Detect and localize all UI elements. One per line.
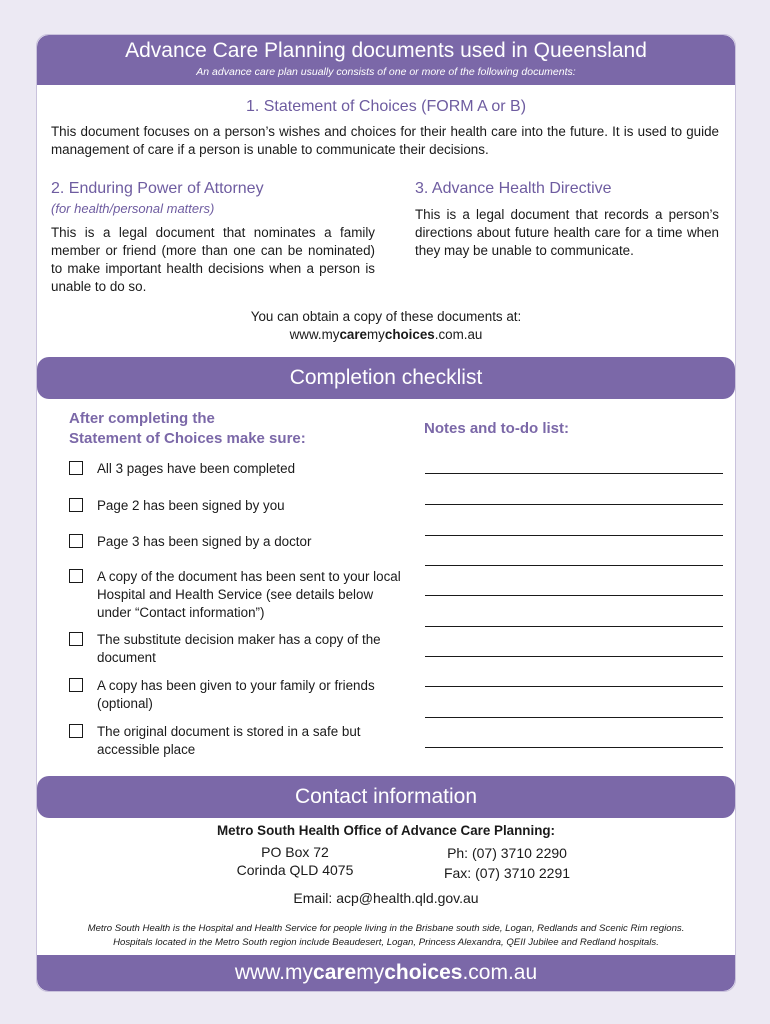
notes-line[interactable] [425, 747, 723, 748]
footer-note-line1: Metro South Health is the Hospital and Health Service for people living in the Brisbane south side, Logan, Redlands and Scenic Rim regions. [87, 923, 685, 934]
section2-text: This is a legal document that nominates a family member or friend (more than one can be nominated) to make important health decisions when a person is unable to do so. [51, 225, 375, 294]
footer-note-line2: Hospitals located in the Metro South region include Beaudesert, Logan, Princess Alexandra, QEII Jubilee and Redland hospitals. [113, 937, 659, 948]
footer-url-suffix: .com.au [462, 961, 538, 984]
checkbox-family-copy[interactable] [69, 678, 83, 692]
contact-phones [407, 843, 607, 883]
obtain-url-care: care [339, 327, 368, 342]
contact-fax: Fax: (07) 3710 2291 [443, 865, 571, 881]
section1-title: 1. Statement of Choices (FORM A or B) [245, 98, 527, 115]
checklist-intro-line1: After completing the [69, 410, 215, 427]
page-subtitle: An advance care plan usually consists of one or more of the following documents: [196, 66, 576, 78]
obtain-url-my: my [367, 327, 385, 342]
contact-address [195, 843, 395, 879]
section2-subtitle: (for health/personal matters) [51, 201, 215, 216]
section2-title: 2. Enduring Power of Attorney [51, 180, 264, 197]
checkbox-page3-signed[interactable] [69, 534, 83, 548]
checkbox-substitute-copy[interactable] [69, 632, 83, 646]
notes-line[interactable] [425, 473, 723, 474]
checklist-intro-line2: Statement of Choices make sure: [69, 430, 306, 447]
obtain-line: You can obtain a copy of these documents at: [250, 309, 522, 324]
footer-url-choices: choices [384, 961, 463, 984]
document-page [36, 34, 736, 992]
page-title: Advance Care Planning documents used in Queensland [125, 39, 647, 62]
contact-address-line2: Corinda QLD 4075 [236, 862, 354, 878]
checklist-item: Page 3 has been signed by a doctor [97, 534, 312, 549]
notes-line[interactable] [425, 686, 723, 687]
checklist-item: A copy of the document has been sent to your local Hospital and Health Service (see details below under “Contact information”) [97, 569, 401, 620]
notes-heading: Notes and to-do list: [424, 420, 569, 437]
checklist-band: Completion checklist [37, 357, 735, 399]
checkbox-page2-signed[interactable] [69, 498, 83, 512]
notes-line[interactable] [425, 535, 723, 536]
checklist-item: All 3 pages have been completed [97, 461, 296, 476]
footer-url-prefix: www.my [234, 961, 314, 984]
footer-url[interactable] [37, 955, 735, 991]
contact-email[interactable]: Email: acp@health.qld.gov.au [293, 890, 479, 906]
checklist-item: The original document is stored in a safe but accessible place [97, 724, 361, 757]
notes-line[interactable] [425, 565, 723, 566]
checklist-item: A copy has been given to your family or friends (optional) [97, 678, 375, 711]
contact-phone: Ph: (07) 3710 2290 [447, 845, 567, 861]
notes-line[interactable] [425, 656, 723, 657]
contact-org: Metro South Health Office of Advance Care Planning: [216, 823, 556, 838]
checklist-intro [69, 409, 306, 449]
checkbox-pages-completed[interactable] [69, 461, 83, 475]
obtain-text [37, 308, 735, 344]
notes-line[interactable] [425, 595, 723, 596]
section1-text: This document focuses on a person’s wishes and choices for their health care into the future. It is used to guide management of care if a person is unable to communicate their decisions. [51, 124, 719, 157]
footer-url-care: care [313, 961, 357, 984]
obtain-url[interactable] [37, 326, 735, 344]
footer-note [37, 922, 735, 950]
obtain-url-prefix: www.my [289, 327, 340, 342]
obtain-url-choices: choices [384, 327, 435, 342]
notes-line[interactable] [425, 504, 723, 505]
footer-url-my: my [356, 961, 385, 984]
contact-address-line1: PO Box 72 [261, 844, 329, 860]
notes-line[interactable] [425, 626, 723, 627]
checklist-item: The substitute decision maker has a copy of the document [97, 632, 381, 665]
checkbox-original-stored[interactable] [69, 724, 83, 738]
section3-text: This is a legal document that records a person’s directions about future health care for a time when they may be unable to communicate. [415, 207, 719, 258]
checklist-item: Page 2 has been signed by you [97, 498, 285, 513]
section3-title: 3. Advance Health Directive [415, 180, 612, 197]
notes-line[interactable] [425, 717, 723, 718]
obtain-url-suffix: .com.au [434, 327, 483, 342]
header-band [37, 35, 735, 85]
checkbox-copy-sent[interactable] [69, 569, 83, 583]
contact-band: Contact information [37, 776, 735, 818]
